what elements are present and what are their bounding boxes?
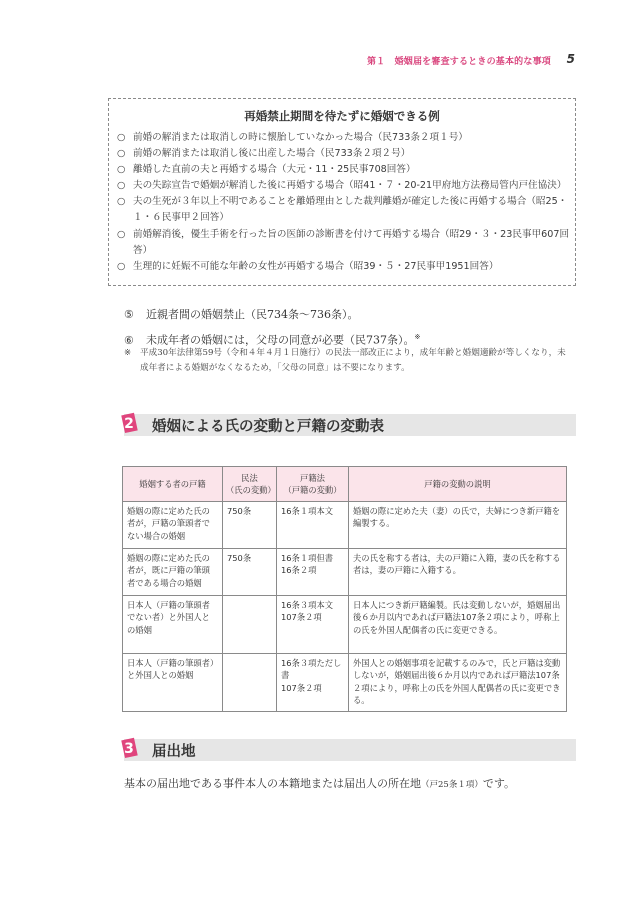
list-item: ○ 前婚の解消または取消し後に出産した場合（民733条２項２号） xyxy=(117,146,573,162)
list-item: ○ 生理的に妊娠不可能な年齢の女性が再婚する場合（昭39・５・27民事甲1951回答） xyxy=(117,259,573,275)
circle-bullet-icon: ○ xyxy=(117,260,126,272)
numbered-items xyxy=(124,304,420,352)
list-item: ○ 前婚の解消または取消しの時に懐胎していなかった場合（民733条２項１号） xyxy=(117,130,573,146)
col-header-family-register-act: 戸籍法 （戸籍の変動） xyxy=(277,467,349,502)
note-text: 平成30年法律第59号（令和４年４月１日施行）の民法一部改正により，成年年齢と婚姻適齢が等しくなり，未成年者による婚姻がなくなるため，「父母の同意」は不要になります。 xyxy=(140,348,566,373)
list-item: ○ 夫の生死が３年以上不明であることを離婚理由とした裁判離婚が確定した後に再婚する場合（昭25・１・６民事甲２回答） xyxy=(117,196,568,224)
table-row: 日本人（戸籍の筆頭者でない者）と外国人との婚姻 16条３項本文 107条２項 日本人につき新戸籍編製。氏は変動しないが，婚姻届出後６か月以内であれば戸籍法107条２項により，呼称上の氏を外国人配偶者の氏に変更できる。 xyxy=(123,596,567,654)
item-5: ⑤ 近親者間の婚姻禁止（民734条～736条）。 xyxy=(124,308,359,321)
list-item: ○ 前婚解消後，優生手術を行った旨の医師の診断書を付けて再婚する場合（昭29・３・23民事甲607回答） xyxy=(117,228,570,256)
section-3-title: 届出地 xyxy=(152,744,196,760)
chapter-title: 第１ 婚姻届を審査するときの基本的な事項 xyxy=(366,57,551,67)
closing-paragraph: 基本の届出地である事件本人の本籍地または届出人の所在地（戸25条１項）です。 xyxy=(124,777,515,790)
col-header-koseki: 婚姻する者の戸籍 xyxy=(123,467,223,502)
circle-bullet-icon: ○ xyxy=(117,228,126,240)
footnote xyxy=(124,346,574,376)
circle-bullet-icon: ○ xyxy=(117,180,126,192)
table-row: 婚姻の際に定めた氏の者が，戸籍の筆頭者でない場合の婚姻 750条 16条１項本文 婚姻の際に定めた夫（妻）の氏で，夫婦につき新戸籍を編製する。 xyxy=(123,502,567,549)
note-reference: ※ xyxy=(414,333,421,341)
circle-bullet-icon: ○ xyxy=(117,196,126,208)
section-3-number-icon xyxy=(118,737,140,759)
section-2-number-icon xyxy=(118,412,140,434)
box-title: 再婚禁止期間を待たずに婚姻できる例 xyxy=(244,109,440,123)
table-row: 婚姻の際に定めた氏の者が，既に戸籍の筆頭者である場合の婚姻 750条 16条１項但書 16条２項 夫の氏を称する者は，夫の戸籍に入籍，妻の氏を称する者は，妻の戸籍に入籍する。 xyxy=(123,549,567,596)
table-row: 日本人（戸籍の筆頭者）と外国人との婚姻 16条３項ただし書 107条２項 外国人との婚姻事項を記載するのみで，氏と戸籍は変動しないが，婚姻届出後６か月以内であれば戸籍法107条２項により，呼称上の氏を外国人配偶者の氏に変更できる。 xyxy=(123,654,567,712)
note-mark: ※ xyxy=(124,348,132,358)
section-2-title: 婚姻による氏の変動と戸籍の変動表 xyxy=(152,419,384,435)
page-number: 5 xyxy=(566,52,575,66)
circle-bullet-icon: ○ xyxy=(117,164,126,176)
col-header-civil-code: 民法 （氏の変動） xyxy=(223,467,277,502)
remarriage-examples-box xyxy=(108,98,576,286)
marriage-change-table xyxy=(122,466,567,712)
box-list xyxy=(117,130,573,275)
list-item: ○ 夫の失踪宣告で婚姻が解消した後に再婚する場合（昭41・７・20-21甲府地方法務局管内戸住協決） xyxy=(117,178,573,194)
list-item: ○ 離婚した直前の夫と再婚する場合（大元・11・25民事708回答） xyxy=(117,162,573,178)
circle-bullet-icon: ○ xyxy=(117,132,126,143)
circle-bullet-icon: ○ xyxy=(117,148,126,160)
col-header-explanation: 戸籍の変動の説明 xyxy=(349,467,567,502)
running-head xyxy=(0,54,643,70)
citation: （戸25条１項） xyxy=(421,780,483,790)
table-header-row xyxy=(123,467,567,502)
item-6: ⑥ 未成年者の婚姻には，父母の同意が必要（民737条）。※ xyxy=(124,333,421,347)
svg-text:3: 3 xyxy=(124,741,134,757)
svg-text:2: 2 xyxy=(124,416,134,432)
